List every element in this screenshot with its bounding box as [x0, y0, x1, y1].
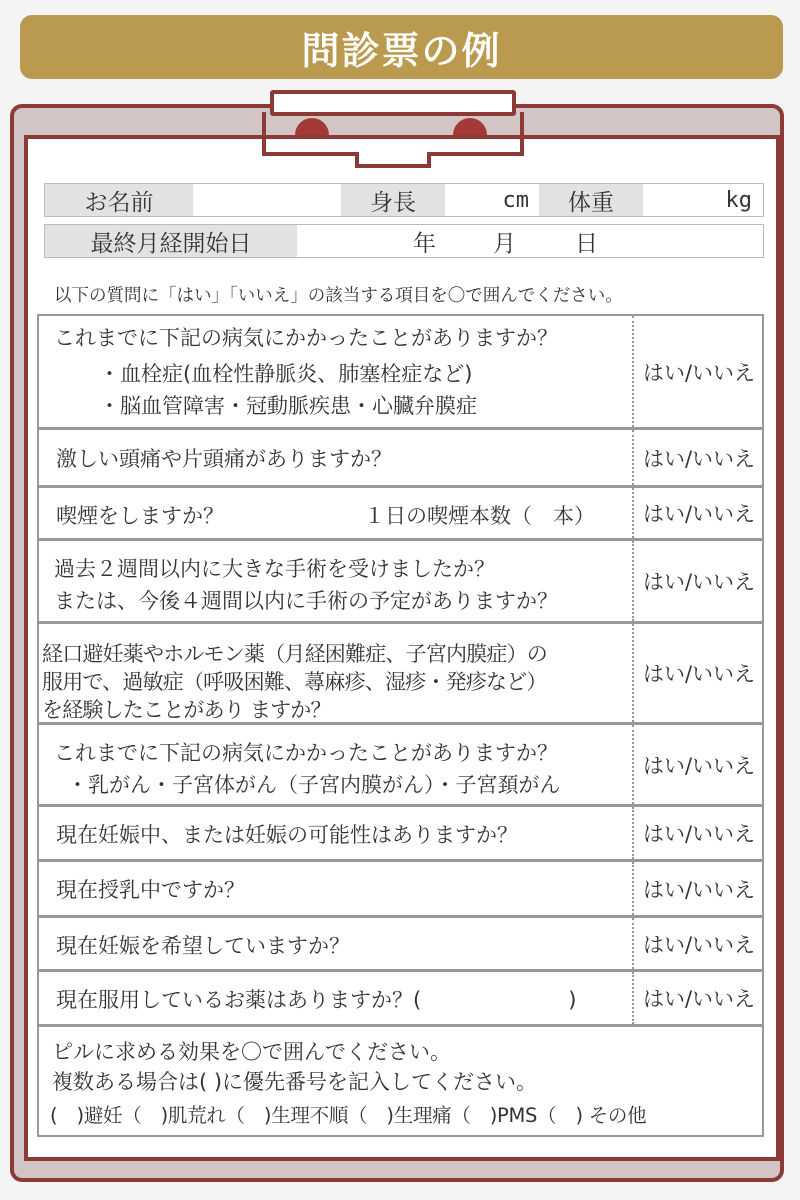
yes-no-answer[interactable]: はい/いいえ [632, 541, 764, 621]
question-line: ・乳がん・子宮体がん（子宮内膜がん）・子宮頚がん [67, 773, 561, 797]
pill-instruction: ピルに求める効果を〇で囲んでください。 [52, 1040, 451, 1064]
page-title: 問診票の例 [301, 28, 502, 73]
yes-no-answer[interactable]: はい/いいえ [632, 972, 764, 1024]
year-label: 年 [413, 230, 436, 257]
yes-no-answer[interactable]: はい/いいえ [632, 624, 764, 722]
question-text [39, 430, 631, 485]
day-label: 日 [575, 230, 598, 257]
pill-instruction: 複数ある場合は( )に優先番号を記入してください。 [52, 1070, 538, 1094]
yes-no-answer[interactable]: はい/いいえ [632, 316, 764, 427]
pill-options[interactable]: ( )避妊（ )肌荒れ（ )生理不順（ )生理痛（ )PMS（ ) その他 [50, 1104, 647, 1127]
question-line: または、今後４週間以内に手術の予定がありますか？ [54, 589, 558, 613]
yes-no-answer[interactable]: はい/いいえ [632, 430, 764, 485]
question-row [39, 624, 762, 725]
yes-no-answer[interactable]: はい/いいえ [632, 862, 764, 915]
yes-no-answer[interactable]: はい/いいえ [632, 807, 764, 859]
yes-no-answer[interactable]: はい/いいえ [632, 488, 764, 538]
month-label: 月 [493, 230, 516, 257]
question-line: ・血栓症(血栓性静脈炎、肺塞栓症など) [99, 362, 473, 386]
name-field[interactable] [193, 184, 341, 216]
question-row [39, 918, 762, 972]
medication-field[interactable]: 現在服用しているお薬はありますか？( ) [56, 988, 577, 1012]
question-row [39, 807, 762, 862]
question-line: 経口避妊薬やホルモン薬（月経困難症、子宮内膜症）の [42, 642, 547, 666]
lmp-date-field[interactable] [297, 225, 763, 257]
question-text [39, 316, 631, 427]
question-line: これまでに下記の病気にかかったことがありますか？ [54, 741, 558, 765]
weight-field[interactable] [643, 184, 762, 216]
question-line: を経験したことがあり ますか？ [42, 698, 331, 722]
yes-no-answer[interactable]: はい/いいえ [632, 918, 764, 969]
question-row [39, 862, 762, 918]
lmp-row [44, 224, 764, 258]
yes-no-answer[interactable]: はい/いいえ [632, 725, 764, 804]
question-text [39, 807, 631, 859]
question-text [39, 862, 631, 915]
question-line: 激しい頭痛や片頭痛がありますか？ [56, 447, 392, 471]
question-text [39, 918, 631, 969]
instruction-text: 以下の質問に「はい」「いいえ」の該当する項目を〇で囲んでください。 [54, 286, 623, 306]
question-text [39, 725, 631, 804]
question-text [39, 541, 631, 621]
weight-unit: kg [725, 187, 752, 213]
question-row [39, 725, 762, 807]
question-line: 喫煙をしますか？ [56, 504, 224, 528]
question-row [39, 541, 762, 624]
patient-info-row [44, 183, 764, 217]
question-row [39, 316, 762, 430]
weight-label: 体重 [539, 184, 643, 216]
cigarette-count-field[interactable]: １日の喫煙本数（ 本） [364, 504, 595, 528]
name-label: お名前 [45, 184, 193, 216]
question-row [39, 430, 762, 488]
height-label: 身長 [341, 184, 445, 216]
question-line: 過去２週間以内に大きな手術を受けましたか？ [54, 557, 495, 581]
height-field[interactable] [445, 184, 539, 216]
question-line: 現在妊娠中、または妊娠の可能性はありますか？ [56, 823, 518, 847]
page-title-banner [20, 15, 783, 79]
question-text [39, 488, 631, 538]
question-text [39, 972, 631, 1024]
question-row [39, 972, 762, 1027]
question-text [39, 624, 631, 722]
clip-tab [355, 152, 431, 168]
question-row [39, 488, 762, 541]
question-line: これまでに下記の病気にかかったことがありますか？ [54, 326, 558, 350]
question-line: 現在妊娠を希望していますか？ [56, 934, 350, 958]
question-line: ・脳血管障害・冠動脈疾患・心臓弁膜症 [99, 394, 477, 418]
height-unit: cm [502, 187, 529, 213]
lmp-label: 最終月経開始日 [45, 225, 297, 257]
question-table [37, 314, 764, 1137]
question-line: 服用で、過敏症（呼吸困難、蕁麻疹、湿疹・発疹など） [42, 670, 547, 694]
question-line: 現在授乳中ですか？ [56, 878, 245, 902]
